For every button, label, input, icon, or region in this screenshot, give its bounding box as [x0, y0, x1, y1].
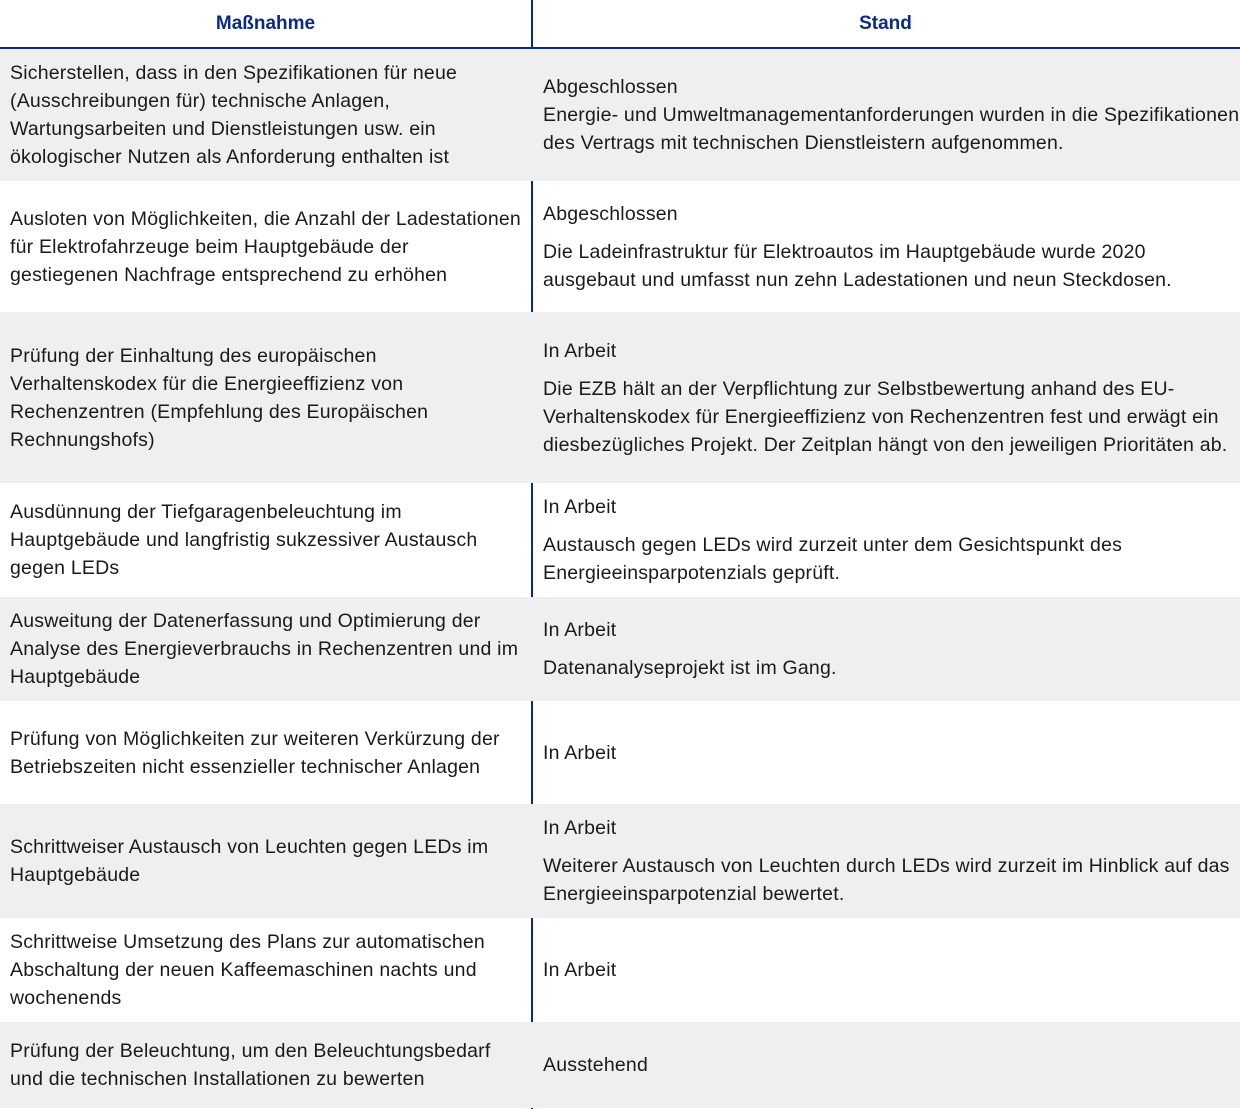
status-label: In Arbeit [543, 339, 617, 362]
status-detail: Weiterer Austausch von Leuchten durch LEDs wird zurzeit im Hinblick auf das Energieeinsparpotenzial bewertet. [543, 855, 1230, 905]
status-cell [531, 918, 1240, 1022]
measure-cell: Ausdünnung der Tiefgaragenbeleuchtung im Hauptgebäude und langfristig sukzessiver Austausch gegen LEDs [10, 501, 478, 579]
status-cell [531, 483, 1240, 597]
measure-cell: Ausloten von Möglichkeiten, die Anzahl der Ladestationen für Elektrofahrzeuge beim Hauptgebäude der gestiegenen Nachfrage entsprechend zu erhöhen [10, 207, 521, 286]
measure-cell: Prüfung der Einhaltung des europäischen Verhaltenskodex für die Energieeffizienz von Rechenzentren (Empfehlung des Europäischen Rechnungshofs) [10, 344, 429, 451]
measure-cell: Prüfung der Beleuchtung, um den Beleuchtungsbedarf und die technischen Installationen zu bewerten [10, 1040, 491, 1090]
table-row [0, 312, 1240, 483]
table-row [0, 701, 1240, 804]
status-label: Abgeschlossen [543, 76, 678, 98]
status-cell [531, 597, 1240, 701]
measure-cell: Ausweitung der Datenerfassung und Optimierung der Analyse des Energieverbrauchs in Rechenzentren und im Hauptgebäude [10, 610, 519, 688]
measure-cell: Prüfung von Möglichkeiten zur weiteren Verkürzung der Betriebszeiten nicht essenzieller technischer Anlagen [10, 727, 500, 778]
status-detail: Die Ladeinfrastruktur für Elektroautos im Hauptgebäude wurde 2020 ausgebaut und umfasst nun zehn Ladestationen und neun Steckdosen. [543, 240, 1172, 291]
status-label: In Arbeit [543, 619, 617, 641]
status-detail: Datenanalyseprojekt ist im Gang. [543, 657, 837, 679]
status-detail: Die EZB hält an der Verpflichtung zur Selbstbewertung anhand des EU-Verhaltenskodex für Energieeffizienz von Rechenzentren fest und erwägt ein diesbezügliches Projekt. Der Zeitplan hängt von den jeweiligen Prioritäten ab. [543, 377, 1228, 456]
measure-cell: Schrittweise Umsetzung des Plans zur automatischen Abschaltung der neuen Kaffeemaschinen nachts und wochenends [10, 931, 485, 1009]
status-cell [531, 312, 1240, 483]
status-detail: Austausch gegen LEDs wird zurzeit unter dem Gesichtspunkt des Energieeinsparpotenzials geprüft. [543, 534, 1123, 584]
status-label: In Arbeit [543, 817, 617, 839]
table-row [0, 918, 1240, 1022]
table-row [0, 597, 1240, 701]
status-label: In Arbeit [543, 496, 617, 518]
status-cell [531, 181, 1240, 312]
status-label: Abgeschlossen [543, 202, 678, 225]
status-cell [531, 804, 1240, 918]
status-cell [531, 701, 1240, 804]
header-measure: Maßnahme [215, 12, 316, 34]
measure-cell: Sicherstellen, dass in den Spezifikationen für neue (Ausschreibungen für) technische Anlagen, Wartungsarbeiten und Dienstleistungen usw. ein ökologischer Nutzen als Anforderung enthalten ist [10, 62, 458, 168]
table-header [0, 0, 1240, 49]
table-row [0, 1022, 1240, 1108]
table-row [0, 181, 1240, 312]
status-detail: Energie- und Umweltmanagementanforderungen wurden in die Spezifikationen des Vertrags mit technischen Dienstleistern aufgenommen. [543, 104, 1240, 154]
table-row [0, 804, 1240, 918]
status-label: Ausstehend [543, 1054, 648, 1076]
header-status: Stand [859, 12, 912, 34]
status-cell [531, 1022, 1240, 1108]
status-label: In Arbeit [543, 741, 617, 764]
status-cell [531, 49, 1240, 181]
table-row [0, 483, 1240, 597]
table-row [0, 49, 1240, 181]
measure-cell: Schrittweiser Austausch von Leuchten gegen LEDs im Hauptgebäude [10, 836, 489, 886]
status-label: In Arbeit [543, 959, 617, 981]
